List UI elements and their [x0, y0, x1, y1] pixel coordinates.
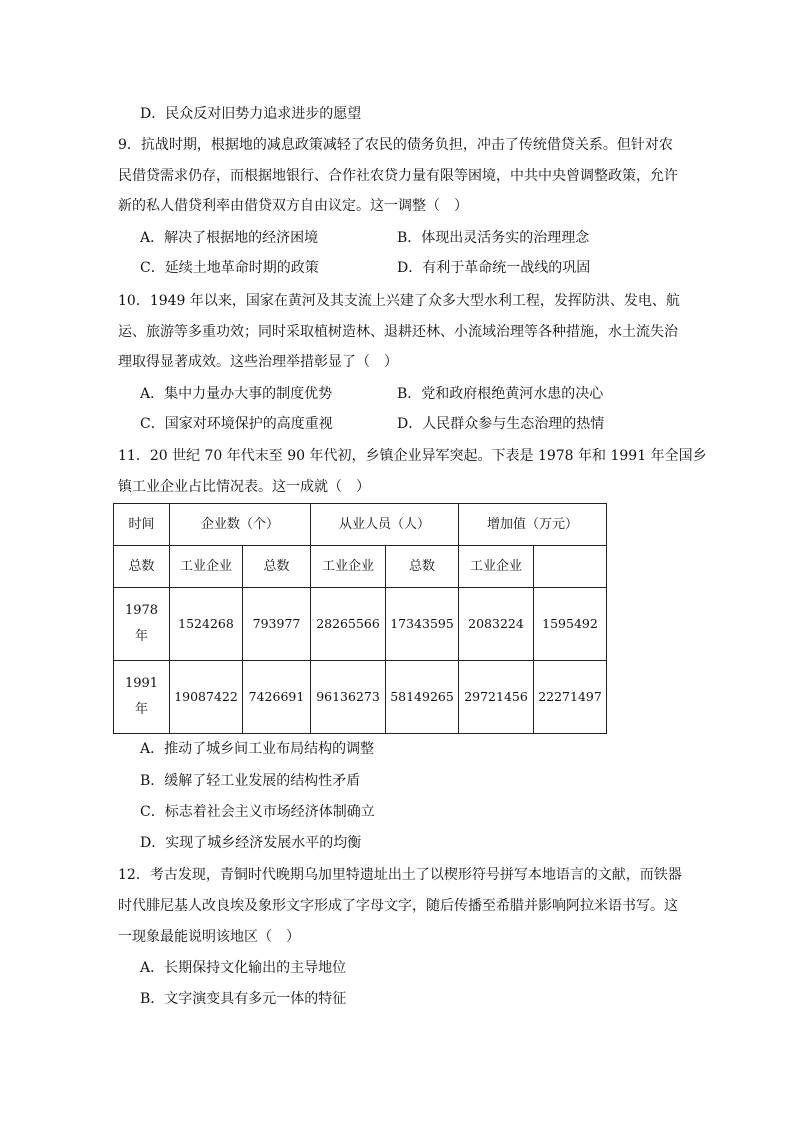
table-header-cell: [534, 546, 607, 588]
table-cell: 28265566: [311, 588, 386, 661]
table-cell: 96136273: [311, 661, 386, 734]
table-cell: 19087422: [170, 661, 243, 734]
q8-option-d: D．民众反对旧势力追求进步的愿望: [140, 106, 362, 122]
table-header-cell: 总数: [114, 546, 170, 588]
q9-option-b: B．体现出灵活务实的治理理念: [397, 230, 590, 246]
table-header-cell: 从业人员（人）: [311, 504, 459, 546]
q11-option-b: B．缓解了轻工业发展的结构性矛盾: [140, 773, 361, 789]
year-value: 1991: [124, 676, 159, 691]
table-header-cell: 企业数（个）: [170, 504, 311, 546]
q10-stem-line-1: 10．1949 年以来，国家在黄河及其支流上兴建了众多大型水利工程，发挥防洪、发电、航: [118, 293, 680, 309]
q9-stem-line-2: 民借贷需求仍存，而根据地银行、合作社农贷力量有限等困境，中共中央曾调整政策，允许: [118, 168, 678, 184]
q11-option-d: D．实现了城乡经济发展水平的均衡: [140, 835, 362, 851]
table-cell: 793977: [243, 588, 311, 661]
q10-option-c: C．国家对环境保护的高度重视: [140, 416, 333, 432]
q10-option-d: D．人民群众参与生态治理的热情: [397, 416, 605, 432]
table-cell: 17343595: [386, 588, 459, 661]
table-header-cell: 工业企业: [311, 546, 386, 588]
q9-stem-line-1: 9．抗战时期，根据地的减息政策减轻了农民的债务负担，冲击了传统借贷关系。但针对农: [118, 137, 673, 153]
table-cell: 7426691: [243, 661, 311, 734]
table-header-row-2: [114, 546, 607, 588]
table-header-cell: 总数: [243, 546, 311, 588]
q12-option-b: B．文字演变具有多元一体的特征: [140, 991, 347, 1007]
year-unit: 年: [134, 702, 148, 717]
table-cell: 22271497: [534, 661, 607, 734]
q11-stem-line-2: 镇工业企业占比情况表。这一成就（ ）: [118, 479, 370, 495]
q11-option-c: C．标志着社会主义市场经济体制确立: [140, 804, 375, 820]
q11-stem-line-1: 11．20 世纪 70 年代末至 90 年代初，乡镇企业异军突起。下表是 1978 年和 1991 年全国乡: [118, 448, 707, 464]
year-value: 1978: [124, 603, 159, 618]
table-header-cell: 总数: [386, 546, 459, 588]
table-cell: 58149265: [386, 661, 459, 734]
table-year-cell: [114, 661, 170, 734]
q11-option-a: A．推动了城乡间工业布局结构的调整: [140, 741, 375, 757]
q10-option-b: B．党和政府根绝黄河水患的决心: [397, 386, 604, 402]
q9-stem-line-3: 新的私人借贷利率由借贷双方自由议定。这一调整（ ）: [118, 198, 468, 214]
enterprise-table: [113, 503, 607, 734]
table-row: [114, 661, 607, 734]
year-unit: 年: [134, 629, 148, 644]
table-header-cell: 增加值（万元）: [459, 504, 607, 546]
table-cell: 2083224: [459, 588, 534, 661]
table-cell: 1595492: [534, 588, 607, 661]
table-header-cell: 工业企业: [170, 546, 243, 588]
q12-option-a: A．长期保持文化输出的主导地位: [140, 960, 347, 976]
table-header-cell: 时间: [114, 504, 170, 546]
q12-stem-line-2: 时代腓尼基人改良埃及象形文字形成了字母文字，随后传播至希腊并影响阿拉米语书写。这: [118, 898, 678, 914]
q10-stem-line-3: 理取得显著成效。这些治理举措彰显了（ ）: [118, 354, 398, 370]
table-cell: 1524268: [170, 588, 243, 661]
q10-stem-line-2: 运、旅游等多重功效；同时采取植树造林、退耕还林、小流域治理等各种措施，水土流失治: [118, 324, 678, 340]
q12-stem-line-3: 一现象最能说明该地区（ ）: [118, 929, 300, 945]
table-header-cell: 工业企业: [459, 546, 534, 588]
table-cell: 29721456: [459, 661, 534, 734]
table-year-cell: [114, 588, 170, 661]
q9-option-d: D．有利于革命统一战线的巩固: [397, 260, 591, 276]
q9-option-a: A．解决了根据地的经济困境: [140, 230, 319, 246]
table-header-row-1: [114, 504, 607, 546]
table-row: [114, 588, 607, 661]
q9-option-c: C．延续土地革命时期的政策: [140, 260, 319, 276]
q12-stem-line-1: 12．考古发现，青铜时代晚期乌加里特遗址出土了以楔形符号拼写本地语言的文献，而铁器: [118, 867, 682, 883]
q10-option-a: A．集中力量办大事的制度优势: [140, 386, 333, 402]
